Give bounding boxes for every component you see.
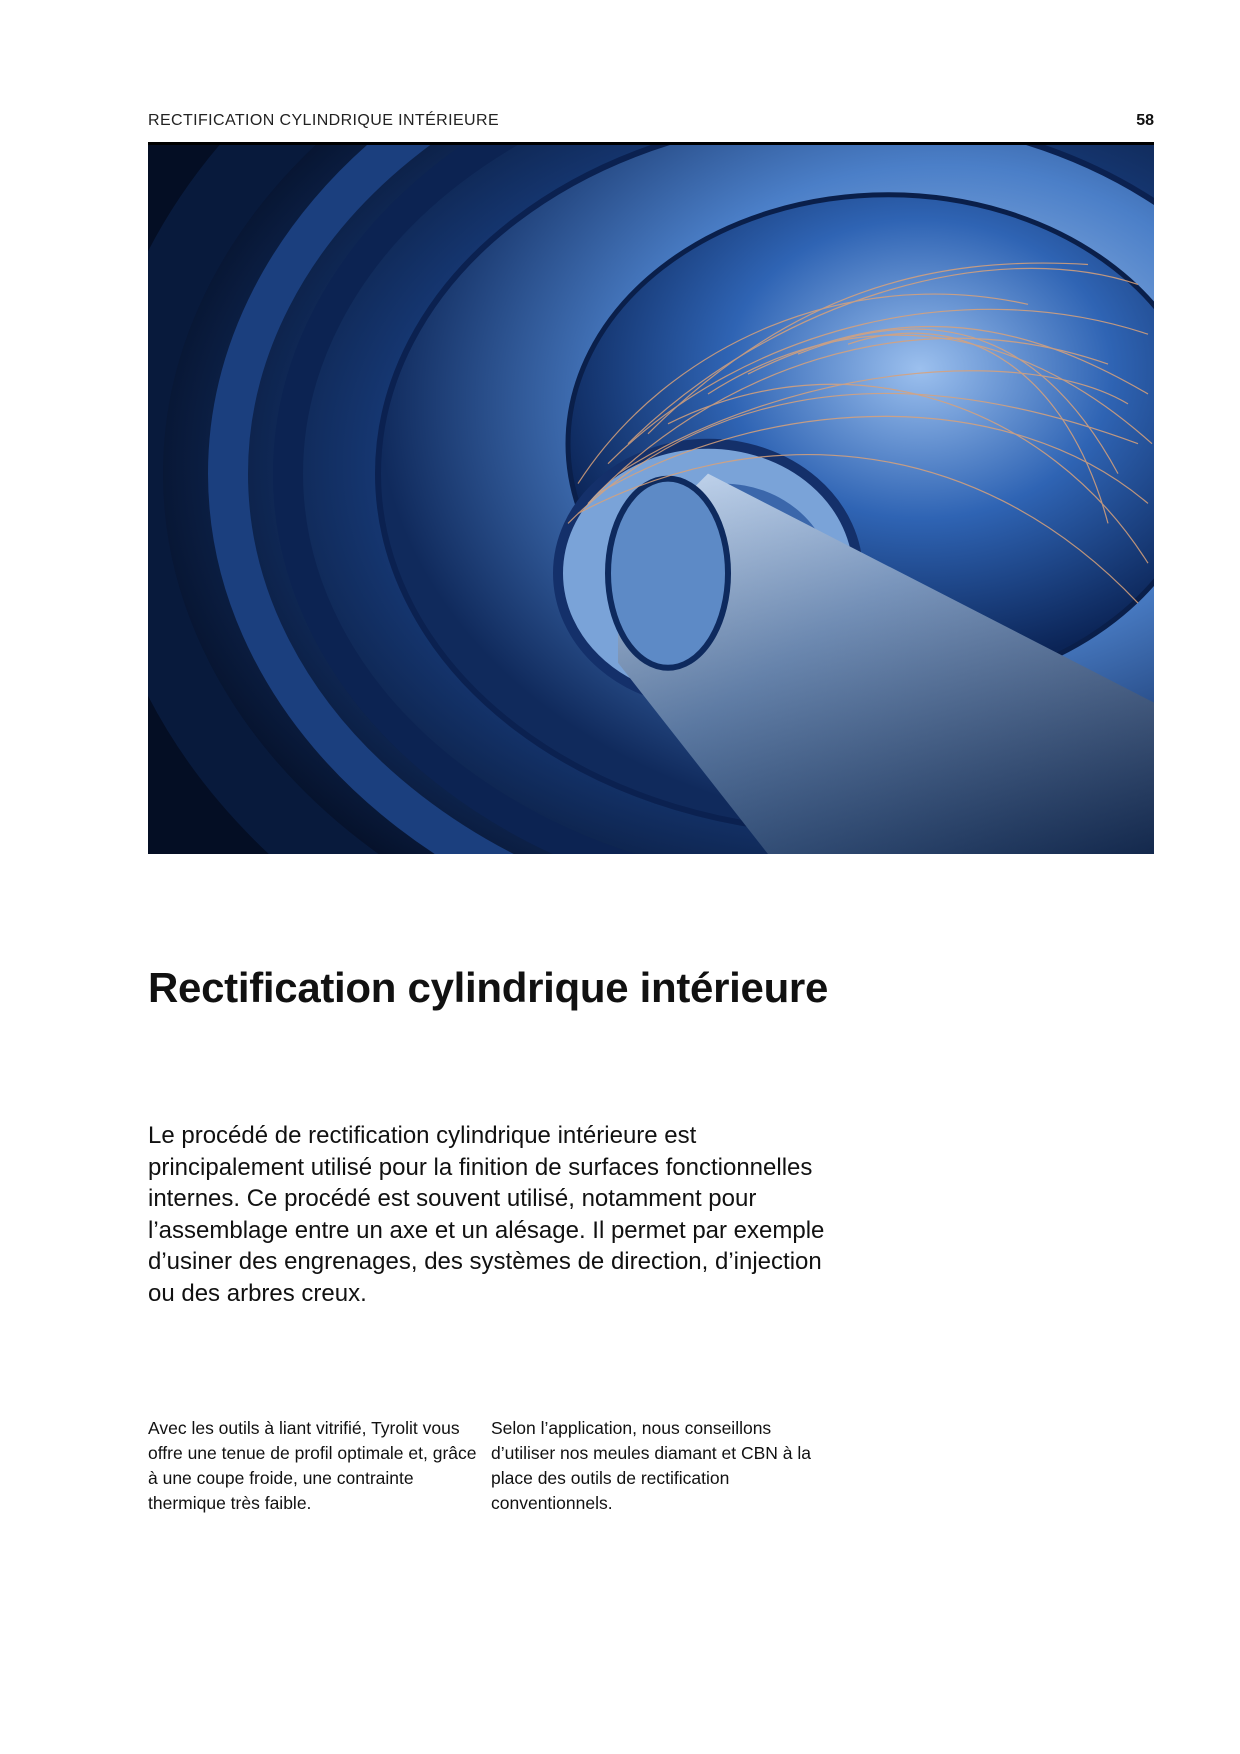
grinding-photo xyxy=(148,142,1154,854)
page-number: 58 xyxy=(1136,112,1154,129)
page-heading: Rectification cylindrique intérieure xyxy=(148,964,829,1011)
running-header xyxy=(148,112,1154,136)
running-header-title: RECTIFICATION CYLINDRIQUE INTÉRIEURE xyxy=(148,112,500,129)
body-column-right: Selon l’application, nous conseillons d’utiliser nos meules diamant et CBN à la place des outils de rectification conventionnels. xyxy=(491,1418,812,1513)
lead-paragraph: Le procédé de rectification cylindrique intérieure est principalement utilisé pour la finition de surfaces fonctionnelles internes. Ce procédé est souvent utilisé, notamment pour l’assemblage entre un axe et un alésage. Il permet par exemple d’usiner des engrenages, des systèmes de direction, d’injection ou des arbres creux. xyxy=(148,1122,825,1307)
body-column-left: Avec les outils à liant vitrifié, Tyrolit vous offre une tenue de profil optimale et, grâce à une coupe froide, une contrainte thermique très faible. xyxy=(148,1418,477,1513)
